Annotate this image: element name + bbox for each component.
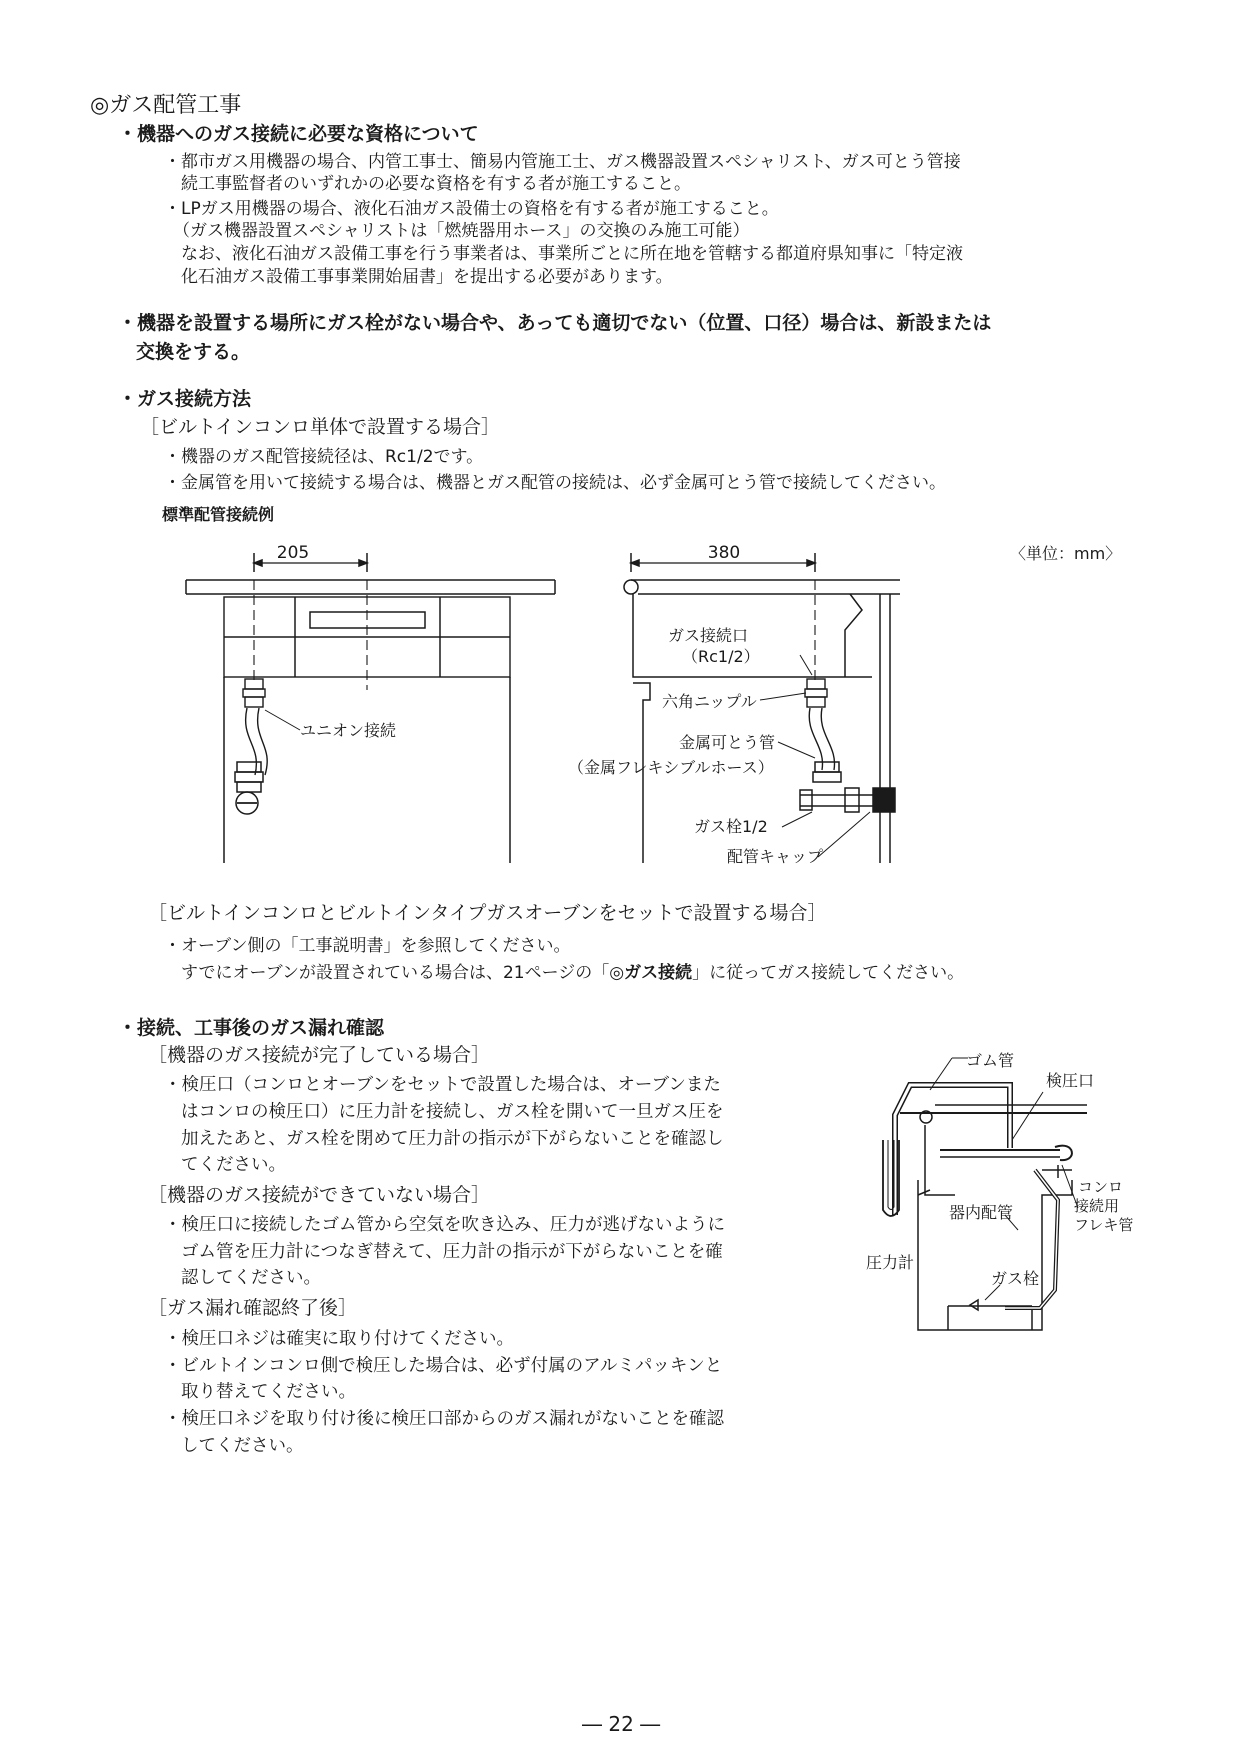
leak-check-3-line-5: してください。 — [181, 1436, 304, 1456]
leak-check-subheading-1: ［機器のガス接続が完了している場合］ — [148, 1044, 491, 1066]
flex-pipe-label: 金属可とう管 — [679, 733, 776, 752]
stove-flex-label-line-3: フレキ管 — [1074, 1216, 1134, 1234]
case-2-heading: ［ビルトインコンロとビルトインタイプガスオーブンをセットで設置する場合］ — [148, 902, 827, 924]
hex-nipple-label: 六角ニップル — [662, 692, 757, 711]
case-2-line-1: ・オーブン側の「工事説明書」を参照してください。 — [164, 936, 571, 956]
unit-label: 〈単位：mm〉 — [1010, 544, 1122, 563]
leak-check-subheading-3: ［ガス漏れ確認終了後］ — [148, 1297, 358, 1319]
stove-flex-label-line-1: コンロ — [1078, 1178, 1124, 1196]
case-2-line-2 — [181, 962, 964, 984]
stove-flex-label-line-2: 接続用 — [1074, 1197, 1120, 1215]
leak-check-subheading-2: ［機器のガス接続ができていない場合］ — [148, 1184, 491, 1206]
case-2-text-after: 」に従ってガス接続してください。 — [692, 963, 965, 983]
internal-pipe-label: 器内配管 — [949, 1203, 1014, 1222]
leak-check-3-line-3: 取り替えてください。 — [181, 1382, 356, 1402]
gas-valve-label: ガス栓1/2 — [694, 817, 768, 836]
gas-port-label: ガス接続口 — [668, 626, 749, 645]
valve-note-line-1: ・機器を設置する場所にガス栓がない場合や、あっても適切でない（位置、口径）場合は、新設または — [118, 312, 992, 334]
leak-check-3-line-1: ・検圧口ネジは確実に取り付けてください。 — [164, 1329, 514, 1349]
flex-hose-label: （金属フレキシブルホース） — [568, 758, 774, 777]
gas-valve-label-2: ガス栓 — [991, 1269, 1040, 1288]
pipe-cap-label: 配管キャップ — [727, 847, 824, 866]
leak-check-3-line-2: ・ビルトインコンロ側で検圧した場合は、必ず付属のアルミパッキンと — [164, 1356, 723, 1376]
leak-check-2-line-3: 認してください。 — [181, 1268, 321, 1288]
method-heading: ・ガス接続方法 — [118, 388, 252, 410]
gas-port-size-label: （Rc1/2） — [682, 647, 760, 666]
example-label: 標準配管接続例 — [162, 505, 275, 524]
page-title: ◎ガス配管工事 — [90, 93, 242, 118]
pressure-gauge-label: 圧力計 — [866, 1253, 915, 1272]
leak-check-3-line-4: ・検圧口ネジを取り付け後に検圧口部からのガス漏れがないことを確認 — [164, 1409, 724, 1429]
qualification-item-2-line-1: ・LPガス用機器の場合、液化石油ガス設備士の資格を有する者が施工すること。 — [164, 199, 779, 219]
case-1-heading: ［ビルトインコンロ単体で設置する場合］ — [140, 416, 501, 438]
leak-check-1-line-1: ・検圧口（コンロとオーブンをセットで設置した場合は、オーブンまた — [164, 1075, 721, 1095]
qualification-item-2-line-4: 化石油ガス設備工事事業開始届書」を提出する必要があります。 — [181, 267, 673, 287]
leak-check-1-line-3: 加えたあと、ガス栓を閉めて圧力計の指示が下がらないことを確認し — [181, 1129, 724, 1149]
front-view-drawing — [186, 553, 555, 863]
case-2-reference: ◎ガス接続 — [609, 963, 693, 983]
leak-check-heading: ・接続、工事後のガス漏れ確認 — [118, 1017, 385, 1039]
rubber-tube-label: ゴム管 — [966, 1051, 1015, 1070]
leak-check-2-line-1: ・検圧口に接続したゴム管から空気を吹き込み、圧力が逃げないように — [164, 1215, 726, 1235]
leak-check-2-line-2: ゴム管を圧力計につなぎ替えて、圧力計の指示が下がらないことを確 — [181, 1242, 723, 1262]
method-bullet-1: ・機器のガス配管接続径は、Rc1/2です。 — [164, 447, 484, 467]
pressure-test-diagram — [860, 1040, 1160, 1360]
method-bullet-2: ・金属管を用いて接続する場合は、機器とガス配管の接続は、必ず金属可とう管で接続してください。 — [164, 473, 946, 493]
leak-check-1-line-2: はコンロの検圧口）に圧力計を接続し、ガス栓を開いて一旦ガス圧を — [181, 1102, 724, 1122]
qualification-item-1-line-2: 続工事監督者のいずれかの必要な資格を有する者が施工すること。 — [181, 174, 691, 194]
valve-note-line-2: 交換をする。 — [136, 341, 251, 363]
union-label: ユニオン接続 — [300, 721, 397, 740]
qualification-item-1-line-1: ・都市ガス用機器の場合、内管工事士、簡易内管施工士、ガス機器設置スペシャリスト、ガス可とう管接 — [164, 152, 961, 172]
test-port-label: 検圧口 — [1046, 1071, 1095, 1090]
qualification-item-2-line-2: （ガス機器設置スペシャリストは「燃焼器用ホース」の交換のみ施工可能） — [173, 221, 750, 241]
case-2-text-before: すでにオーブンが設置されている場合は、21ページの「 — [181, 963, 610, 983]
page-number: ― 22 ― — [582, 1712, 661, 1736]
dimension-380: 380 — [707, 543, 741, 563]
standard-piping-diagram — [170, 530, 1160, 870]
dimension-205: 205 — [276, 543, 310, 563]
qualification-item-2-line-3: なお、液化石油ガス設備工事を行う事業者は、事業所ごとに所在地を管轄する都道府県知事に「特定液 — [181, 244, 963, 264]
qualification-heading: ・機器へのガス接続に必要な資格について — [118, 123, 479, 145]
leak-check-1-line-4: てください。 — [181, 1155, 286, 1175]
